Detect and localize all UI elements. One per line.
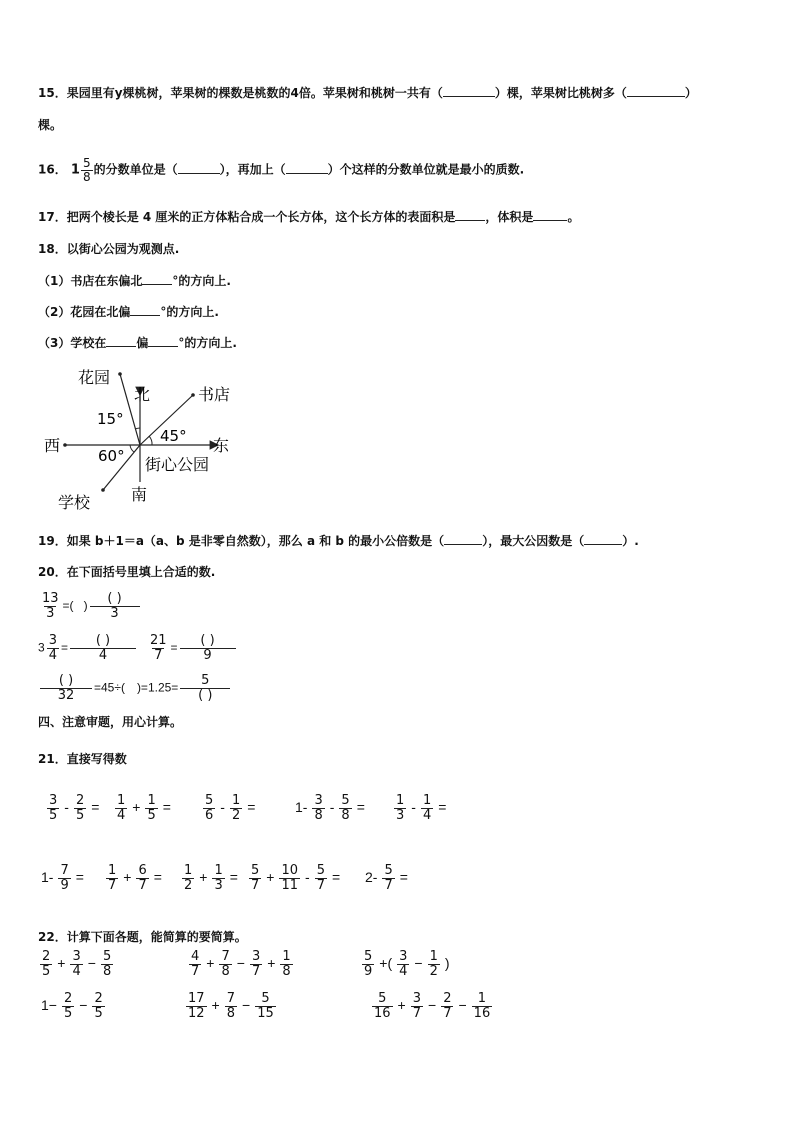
q16-text-c: ）个这样的分数单位就是最小的质数. [327, 162, 525, 177]
flower-point [118, 372, 122, 376]
q21-equals: = [75, 868, 84, 885]
q21-equals: = [399, 868, 408, 885]
label-angle-45: 45° [160, 427, 187, 445]
q21-expression [362, 864, 411, 892]
label-angle-60: 60° [98, 447, 125, 465]
q20-r2-frac-1: $\frac{3}{4}$ [48, 633, 57, 663]
q21-fraction: $\frac{1}{3}$ [396, 793, 405, 823]
q15-text-a: 15．果园里有y棵桃树，苹果树的棵数是桃数的4倍。苹果树和桃树一共有（ [38, 86, 443, 100]
q22-fraction: $\frac{3}{7}$ [412, 991, 422, 1021]
q15-text-d: 棵。 [38, 118, 63, 132]
q18-p3-text-b: 偏 [136, 336, 149, 350]
q16-text-a: 的分数单位是（ [93, 162, 178, 177]
q21-fraction: $\frac{1}{7}$ [108, 863, 117, 893]
question-18-title: 18．以街心公园为观测点. [38, 242, 180, 256]
q22-e6 [370, 992, 494, 1020]
q22-fraction: $\frac{5}{16}$ [374, 991, 391, 1021]
q22-operator: − [414, 954, 423, 971]
q17-text-b: ，体积是 [485, 210, 534, 224]
q22-fraction: $\frac{3}{4}$ [72, 949, 81, 979]
label-east: 东 [213, 436, 230, 455]
q22-e5 [184, 992, 278, 1020]
q22-fraction: $\frac{5}{9}$ [364, 949, 373, 979]
q21-equals: = [247, 798, 256, 815]
label-south: 南 [131, 485, 148, 504]
q16-fraction: $\frac{5}{8}$ [82, 156, 91, 184]
q22-fraction: $\frac{1}{8}$ [282, 949, 291, 979]
angle-arc-60 [130, 445, 134, 452]
q21-fraction: $\frac{7}{9}$ [60, 863, 69, 893]
q20-r3-frac-1: $\frac{( )}{32}$ [40, 674, 92, 702]
q21-fraction: $\frac{3}{5}$ [49, 793, 58, 823]
school-point [101, 488, 105, 492]
q22-fraction: $\frac{2}{5}$ [94, 991, 103, 1021]
q21-operator: + [132, 798, 141, 815]
q22-fraction: $\frac{4}{7}$ [191, 949, 200, 979]
q21-fraction: $\frac{5}{7}$ [384, 863, 393, 893]
q20-r1-frac-2: $\frac{( )}{3}$ [90, 592, 140, 620]
q18-p3-text-c: °的方向上. [178, 336, 237, 350]
q21-operator: + [199, 868, 208, 885]
q22-operator: − [242, 996, 251, 1013]
bookstore-point [191, 393, 195, 397]
q21-operator: + [123, 868, 132, 885]
q22-close-paren: ) [444, 954, 450, 971]
q22-operator: − [428, 996, 437, 1013]
q21-fraction: $\frac{5}{8}$ [341, 793, 350, 823]
q20-r2-frac-4: $\frac{( )}{9}$ [180, 634, 236, 662]
q21-operator: - [305, 868, 310, 885]
q20-r2-frac-3: $\frac{21}{7}$ [149, 633, 167, 663]
q22-operator: − [79, 996, 88, 1013]
q19-text-b: ），最大公因数是（ [482, 534, 585, 548]
label-flower: 花园 [78, 368, 111, 387]
q21-fraction: $\frac{1}{2}$ [184, 863, 193, 893]
q21-fraction: $\frac{10}{11}$ [281, 863, 299, 893]
q17-text-a: 17．把两个棱长是 4 厘米的正方体粘合成一个长方体，这个长方体的表面积是 [38, 210, 456, 224]
question-21-title: 21．直接写得数 [38, 752, 127, 766]
q22-operator: + [397, 996, 406, 1013]
q22-fraction: $\frac{1}{16}$ [473, 991, 491, 1021]
q15-text-c: ） [684, 86, 697, 100]
q22-e2 [187, 950, 295, 978]
q21-fraction: $\frac{1}{3}$ [214, 863, 223, 893]
q20-r1-frac-1: $\frac{13}{3}$ [42, 591, 59, 621]
q21-expression [45, 794, 102, 822]
q21-fraction: $\frac{1}{2}$ [231, 793, 241, 823]
q16-text-b: ），再加上（ [219, 162, 286, 177]
q19-blank-1[interactable] [444, 544, 482, 545]
q22-fraction: $\frac{3}{4}$ [399, 949, 408, 979]
question-19 [38, 532, 639, 549]
q20-row-1: $\frac{13}{3}$ =( ) $\frac{( )}{3}$ [38, 592, 142, 620]
q21-fraction: $\frac{1}{4}$ [117, 793, 126, 823]
q22-fraction: $\frac{5}{8}$ [102, 949, 112, 979]
q21-fraction: $\frac{5}{6}$ [205, 793, 214, 823]
q18-p1-text-a: （1）书店在东偏北 [38, 274, 143, 288]
q21-equals: = [229, 868, 238, 885]
q21-expression [38, 864, 87, 892]
q21-expression [113, 794, 174, 822]
q22-fraction: $\frac{2}{5}$ [63, 991, 73, 1021]
q22-fraction: $\frac{7}{8}$ [221, 949, 230, 979]
label-west: 西 [44, 436, 61, 455]
label-north: 北 [134, 385, 151, 404]
q22-operator: +( [379, 954, 393, 971]
q21-expression [247, 864, 343, 892]
q22-fraction: $\frac{2}{7}$ [443, 991, 452, 1021]
q22-fraction: $\frac{3}{7}$ [251, 949, 261, 979]
q17-text-c: 。 [567, 210, 580, 224]
q22-e3 [360, 950, 453, 978]
q22-operator: + [57, 954, 66, 971]
question-22-title: 22．计算下面各题，能简算的要简算。 [38, 930, 247, 944]
q21-fraction: $\frac{2}{5}$ [75, 793, 85, 823]
q21-fraction: $\frac{1}{4}$ [422, 793, 432, 823]
q21-expression [104, 864, 165, 892]
q21-prefix: 2- [365, 868, 378, 885]
q21-equals: = [356, 798, 365, 815]
q18-p1-text-b: °的方向上. [172, 274, 231, 288]
q22-operator: − [458, 996, 467, 1013]
label-park: 街心公园 [145, 455, 210, 474]
q16-mixed-whole: 1 [70, 162, 80, 178]
q21-equals: = [91, 798, 100, 815]
q22-fraction: $\frac{17}{12}$ [188, 991, 205, 1021]
q20-r2-frac-2: $\frac{( )}{4}$ [70, 634, 136, 662]
q21-operator: - [411, 798, 416, 815]
q22-operator: − [87, 954, 96, 971]
angle-arc-45 [149, 436, 152, 445]
q22-operator: + [267, 954, 276, 971]
section-4-heading: 四、注意审题，用心计算。 [38, 715, 183, 729]
question-20-title: 20．在下面括号里填上合适的数. [38, 565, 216, 579]
q22-e4 [38, 992, 107, 1020]
q18-p2-text-b: °的方向上. [160, 305, 219, 319]
q21-fraction: $\frac{3}{8}$ [314, 793, 323, 823]
q15-text-b: ）棵，苹果树比桃树多（ [494, 86, 627, 100]
west-point [63, 443, 67, 447]
q22-fraction: $\frac{5}{15}$ [257, 991, 274, 1021]
q21-equals: = [153, 868, 162, 885]
q21-expression [292, 794, 368, 822]
q21-expression [201, 794, 258, 822]
q22-operator: + [211, 996, 220, 1013]
label-angle-15: 15° [97, 410, 124, 428]
q22-operator: + [206, 954, 215, 971]
q21-expression [180, 864, 241, 892]
q19-blank-2[interactable] [584, 544, 622, 545]
q21-fraction: $\frac{5}{7}$ [251, 863, 260, 893]
q22-fraction: $\frac{1}{2}$ [429, 949, 438, 979]
q22-fraction: $\frac{2}{5}$ [42, 949, 51, 979]
q21-fraction: $\frac{6}{7}$ [138, 863, 147, 893]
q19-text-c: ）. [622, 534, 639, 548]
q21-fraction: $\frac{5}{7}$ [316, 863, 325, 893]
q21-equals: = [162, 798, 171, 815]
q22-prefix: 1− [41, 996, 57, 1013]
q20-r3-frac-2: $\frac{5}{( )}$ [180, 674, 230, 702]
label-bookstore: 书店 [198, 385, 231, 404]
q21-expression [392, 794, 449, 822]
q20-row-3: $\frac{( )}{32}$ =45÷( )=1.25= $\frac{5}{( )}$ [38, 674, 232, 702]
q16-number: 16． [38, 162, 67, 177]
q21-operator: - [220, 798, 225, 815]
q21-fraction: $\frac{1}{5}$ [147, 793, 156, 823]
q21-operator: + [266, 868, 275, 885]
label-school: 学校 [58, 493, 91, 512]
q22-fraction: $\frac{7}{8}$ [226, 991, 236, 1021]
q21-operator: - [329, 798, 335, 815]
q21-operator: - [64, 798, 69, 815]
q21-prefix: 1- [295, 798, 308, 815]
q21-prefix: 1- [41, 868, 54, 885]
q21-equals: = [438, 798, 447, 815]
q20-row-2: 3 $\frac{3}{4}$ = $\frac{( )}{4}$ $\frac{21}{7}$ = $\frac{( )}{9}$ [38, 634, 238, 662]
q21-equals: = [331, 868, 341, 885]
q19-text-a: 19．如果 b＋1＝a（a、b 是非零自然数），那么 a 和 b 的最小公倍数是（ [38, 534, 445, 548]
q18-p2-text-a: （2）花园在北偏 [38, 305, 131, 319]
q22-e1 [38, 950, 115, 978]
q18-p3-text-a: （3）学校在 [38, 336, 107, 350]
q22-operator: − [236, 954, 245, 971]
